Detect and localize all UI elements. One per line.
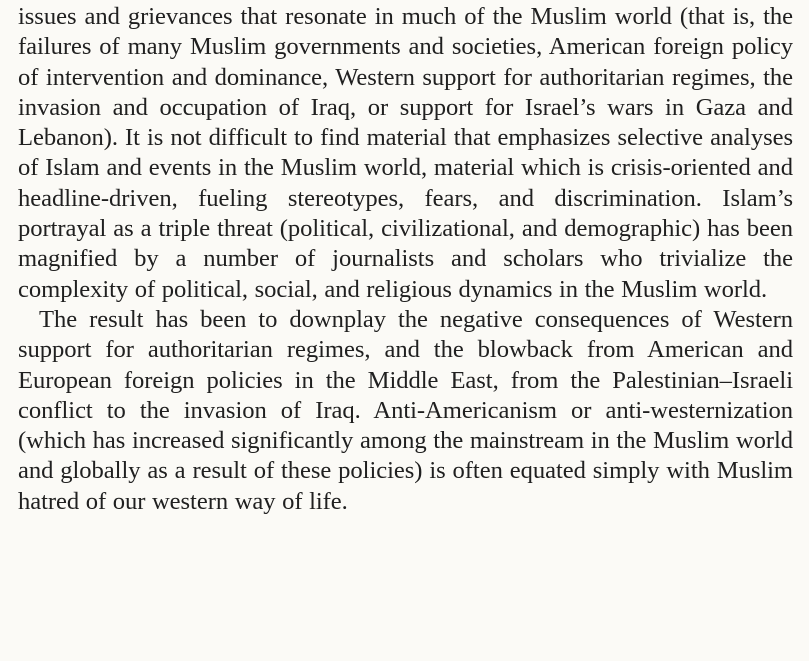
paragraph-grievances: issues and grievances that resonate in much of the Muslim world (that is, the failures of many Muslim governments and societies, American foreign policy of intervention and dominance, Western support for authoritarian regimes, the invasion and occupation of Iraq, or support for Israel’s wars in Gaza and Lebanon). It is not difficult to find material that emphasizes selective analyses of Islam and events in the Muslim world, material which is crisis-oriented and headline-driven, fueling stereotypes, fears, and discrimination. Islam’s portrayal as a triple threat (political, civilizational, and demographic) has been magnified by a number of journalists and scholars who trivialize the complexity of political, social, and religious dynamics in the Muslim world. [18, 3, 793, 303]
paragraph-result: The result has been to downplay the negative consequences of Western support for authoritarian regimes, and the blowback from American and European foreign policies in the Middle East, from the Palestinian–Israeli conflict to the invasion of Iraq. Anti-Americanism or anti-westernization (which has increased significantly among the mainstream in the Muslim world and globally as a result of these policies) is often equated simply with Muslim hatred of our western way of life. [18, 305, 793, 515]
